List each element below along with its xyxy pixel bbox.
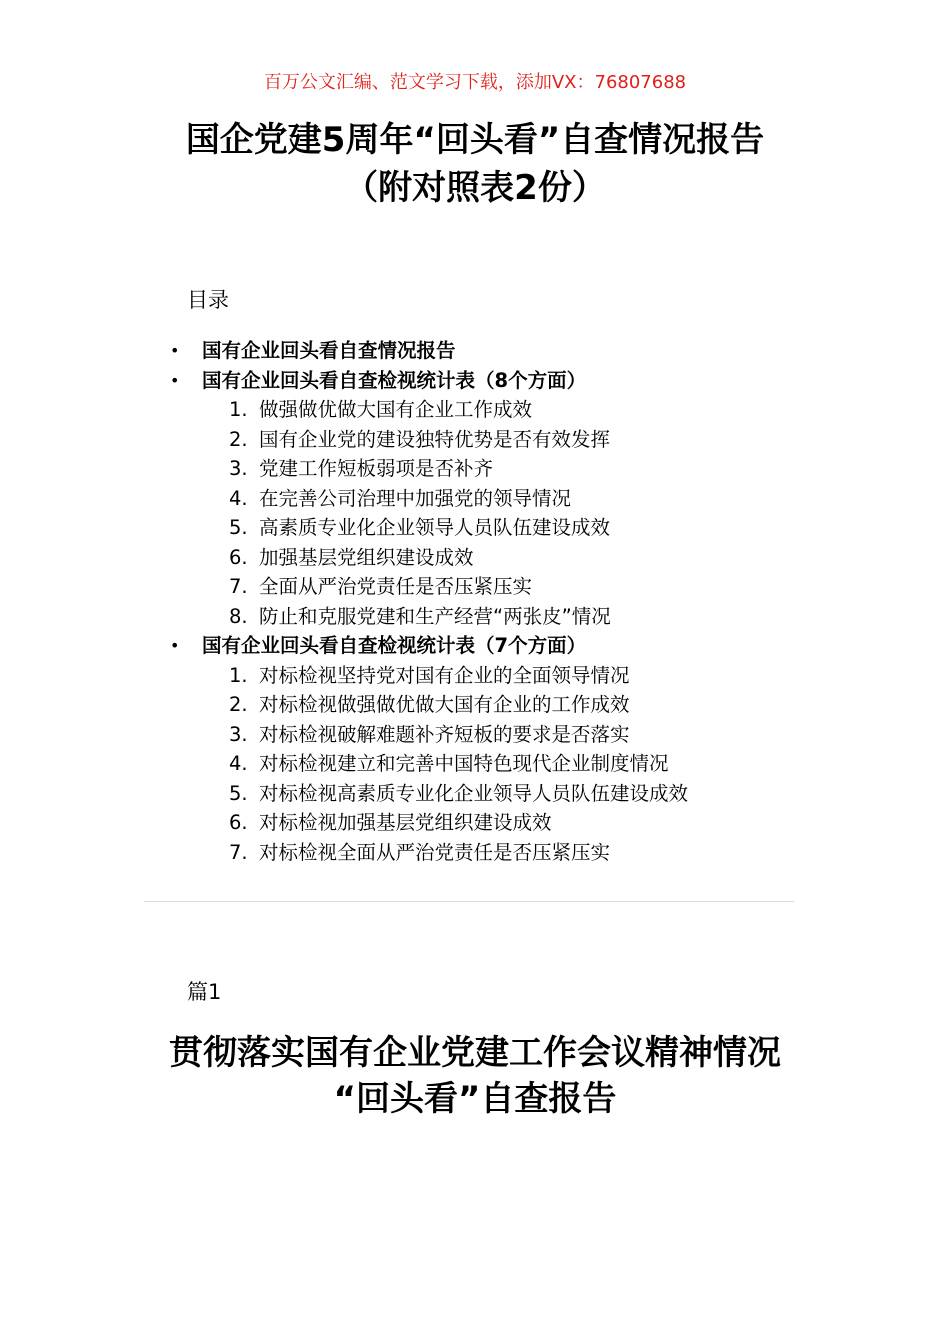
- toc-item-label: 做强做优做大国有企业工作成效: [259, 398, 533, 421]
- document-title-line-2: （附对照表2份）: [344, 168, 606, 208]
- toc-item[interactable]: [0, 661, 950, 691]
- toc-item-number: 5.: [229, 516, 248, 539]
- table-of-contents: [0, 336, 950, 867]
- toc-item-label: 对标检视坚持党对国有企业的全面领导情况: [259, 663, 630, 687]
- toc-item-number: 2.: [229, 427, 248, 451]
- toc-item[interactable]: [0, 425, 950, 455]
- toc-item-label: 在完善公司治理中加强党的领导情况: [259, 486, 572, 510]
- toc-item-number: 2.: [229, 693, 248, 716]
- toc-label: 目录: [187, 288, 229, 312]
- toc-item[interactable]: [0, 779, 950, 809]
- toc-item-label: 加强基层党组织建设成效: [259, 545, 474, 569]
- toc-item-label: 对标检视全面从严治党责任是否压紧压实: [259, 840, 611, 864]
- header-note: 百万公文汇编、范文学习下载，添加VX：76807688: [263, 72, 687, 93]
- toc-item-label: 对标检视破解难题补齐短板的要求是否落实: [259, 722, 630, 746]
- toc-item-number: 1.: [229, 398, 248, 421]
- document-title: [0, 116, 950, 212]
- document-title-line-1: 国企党建5周年“回头看”自查情况报告: [185, 120, 765, 160]
- toc-item-label: 对标检视建立和完善中国特色现代企业制度情况: [259, 752, 669, 775]
- toc-item-number: 4.: [229, 752, 248, 775]
- toc-item[interactable]: [0, 395, 950, 425]
- toc-item-label: 国有企业党的建设独特优势是否有效发挥: [259, 427, 611, 451]
- toc-item[interactable]: [0, 838, 950, 868]
- toc-item-label: 防止和克服党建和生产经营“两张皮”情况: [259, 604, 611, 628]
- toc-item[interactable]: [0, 543, 950, 573]
- toc-item-number: 5.: [229, 781, 248, 805]
- toc-item-label: 高素质专业化企业领导人员队伍建设成效: [259, 516, 611, 539]
- toc-item[interactable]: [0, 572, 950, 602]
- part-label: 篇1: [187, 980, 222, 1004]
- toc-item-label: 党建工作短板弱项是否补齐: [259, 457, 494, 480]
- toc-item[interactable]: [0, 720, 950, 750]
- toc-item-label: 对标检视加强基层党组织建设成效: [259, 811, 552, 834]
- toc-item-label: 对标检视高素质专业化企业领导人员队伍建设成效: [259, 781, 689, 805]
- toc-item-label: 全面从严治党责任是否压紧压实: [259, 575, 533, 598]
- toc-section-title: 国有企业回头看自查检视统计表（8个方面）: [202, 368, 587, 392]
- toc-item-number: 8.: [229, 604, 248, 628]
- toc-section-title: 国有企业回头看自查情况报告: [202, 339, 456, 362]
- toc-item-number: 4.: [229, 486, 248, 510]
- toc-item[interactable]: [0, 454, 950, 484]
- toc-item[interactable]: [0, 513, 950, 543]
- toc-item[interactable]: [0, 808, 950, 838]
- section-title-line-1: 贯彻落实国有企业党建工作会议精神情况: [169, 1033, 781, 1073]
- toc-item-number: 6.: [229, 545, 248, 569]
- section-title: [0, 1030, 950, 1122]
- toc-section[interactable]: [0, 336, 950, 366]
- divider: [144, 901, 794, 902]
- toc-item-label: 对标检视做强做优做大国有企业的工作成效: [259, 693, 630, 716]
- toc-section[interactable]: [0, 366, 950, 396]
- bullet-icon: •: [170, 370, 180, 390]
- toc-section-title: 国有企业回头看自查检视统计表（7个方面）: [202, 634, 587, 657]
- toc-item-number: 6.: [229, 811, 248, 834]
- bullet-icon: •: [170, 636, 180, 655]
- bullet-icon: •: [170, 341, 180, 360]
- toc-item[interactable]: [0, 690, 950, 720]
- toc-item[interactable]: [0, 749, 950, 779]
- toc-section[interactable]: [0, 631, 950, 661]
- toc-item[interactable]: [0, 484, 950, 514]
- toc-item-number: 3.: [229, 722, 248, 746]
- toc-item-number: 3.: [229, 457, 248, 480]
- toc-item-number: 7.: [229, 840, 248, 864]
- toc-item-number: 1.: [229, 663, 248, 687]
- section-title-line-2: “回头看”自查报告: [333, 1079, 617, 1119]
- toc-item[interactable]: [0, 602, 950, 632]
- toc-item-number: 7.: [229, 575, 248, 598]
